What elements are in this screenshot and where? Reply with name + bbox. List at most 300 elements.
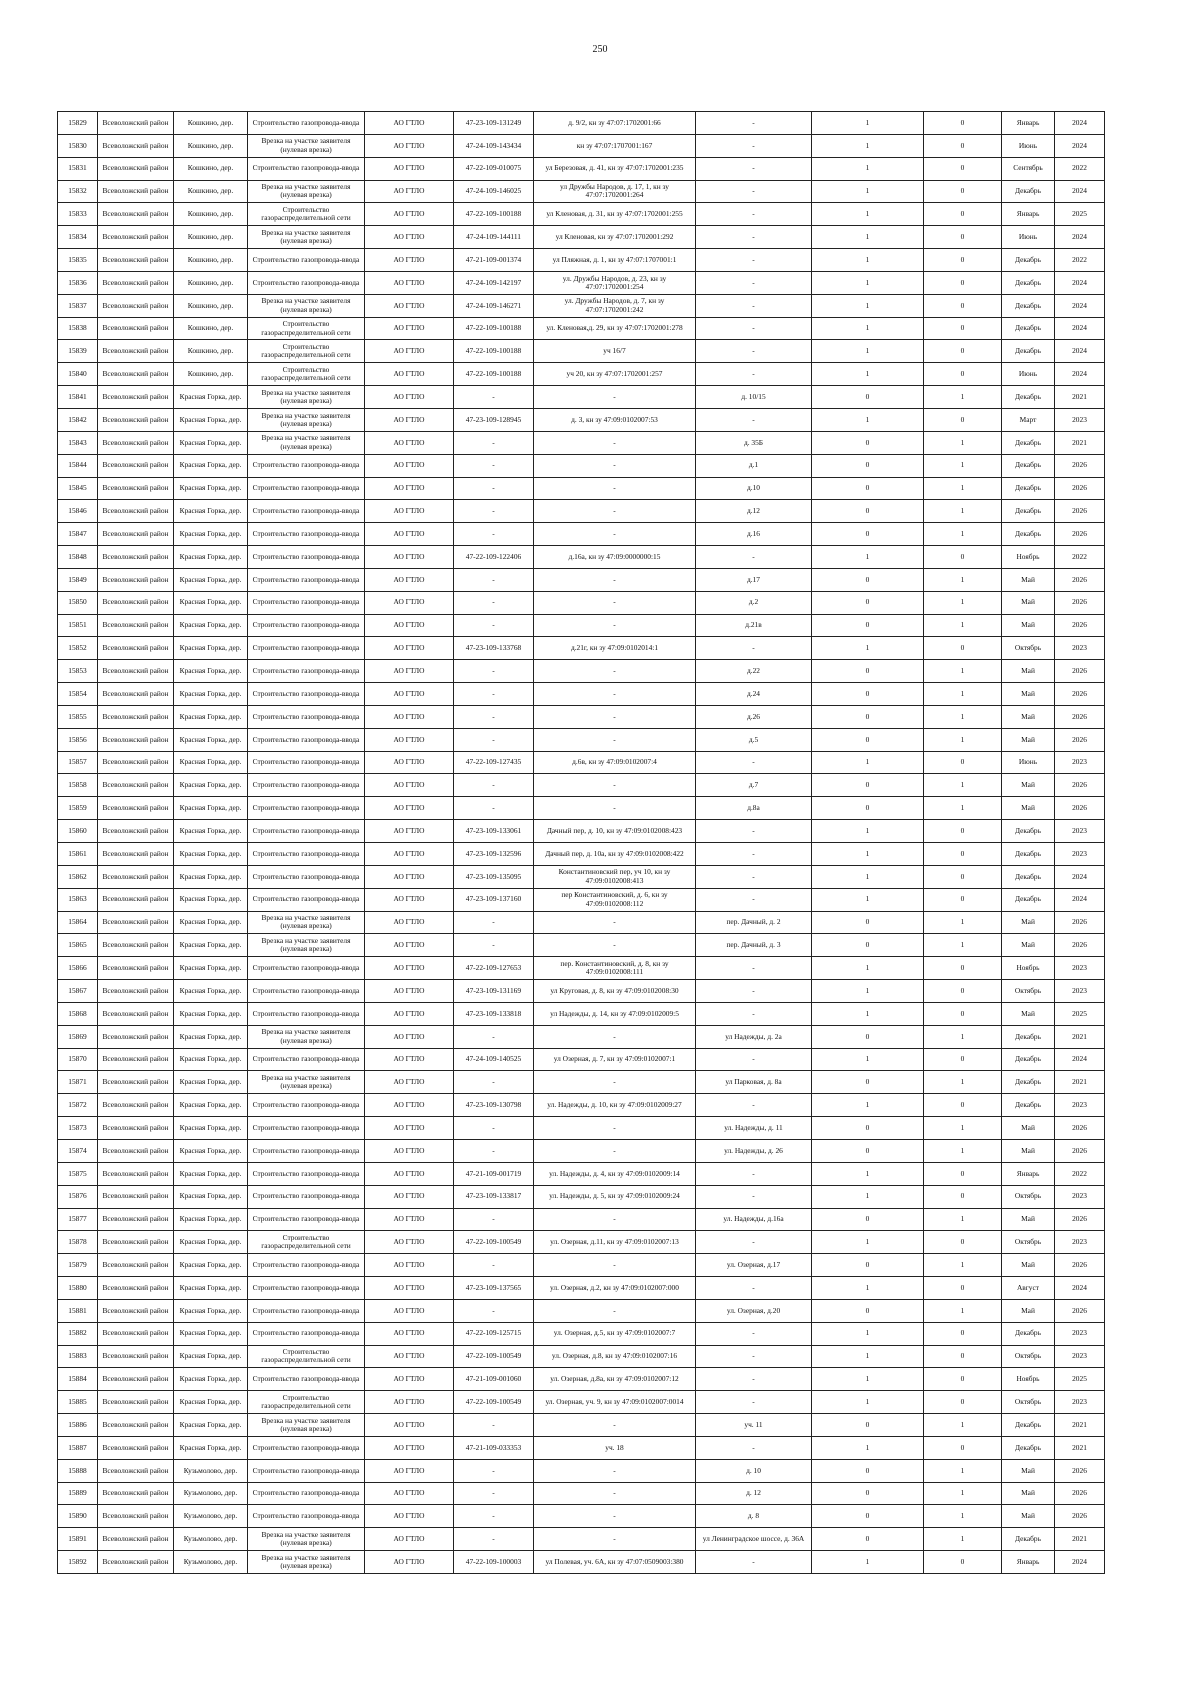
table-row — [58, 1482, 1105, 1505]
cell-year: 2023 — [1055, 980, 1105, 1003]
cell-year: 2024 — [1055, 112, 1105, 135]
cell-month: Май — [1002, 1208, 1055, 1231]
cell-work-type: Строительство газораспределительной сети — [248, 363, 365, 386]
cell-settlement: Кошкино, дер. — [174, 157, 248, 180]
cell-cadastral-address: ул Дружбы Народов, д. 17, 1, кн зу 47:07:1702001:264 — [534, 180, 696, 203]
cell-address: - — [696, 637, 812, 660]
cell-row-number: 15836 — [58, 271, 98, 294]
cell-month: Декабрь — [1002, 1436, 1055, 1459]
cell-month: Декабрь — [1002, 294, 1055, 317]
cell-cadastral-address: уч. 18 — [534, 1436, 696, 1459]
cell-count-b: 0 — [924, 980, 1002, 1003]
cell-district: Всеволожский район — [98, 774, 174, 797]
cell-cadastral-address: - — [534, 1208, 696, 1231]
cell-cadastral-address: д.21г, кн зу 47:09:0102014:1 — [534, 637, 696, 660]
cell-year: 2024 — [1055, 1277, 1105, 1300]
cell-count-a: 0 — [812, 386, 924, 409]
cell-cadastral-address: - — [534, 454, 696, 477]
cell-district: Всеволожский район — [98, 1071, 174, 1094]
cell-settlement: Кошкино, дер. — [174, 134, 248, 157]
cell-settlement: Красная Горка, дер. — [174, 1094, 248, 1117]
cell-year: 2026 — [1055, 774, 1105, 797]
cell-month: Октябрь — [1002, 637, 1055, 660]
table-row — [58, 705, 1105, 728]
cell-settlement: Красная Горка, дер. — [174, 728, 248, 751]
cell-application-number: 47-22-109-010075 — [454, 157, 534, 180]
cell-cadastral-address: - — [534, 774, 696, 797]
cell-year: 2024 — [1055, 226, 1105, 249]
cell-district: Всеволожский район — [98, 340, 174, 363]
table-row — [58, 523, 1105, 546]
cell-month: Май — [1002, 774, 1055, 797]
cell-district: Всеволожский район — [98, 705, 174, 728]
cell-organization: АО ГТЛО — [365, 683, 454, 706]
table-row — [58, 637, 1105, 660]
cell-count-a: 1 — [812, 1345, 924, 1368]
cell-count-b: 0 — [924, 1345, 1002, 1368]
cell-count-b: 1 — [924, 568, 1002, 591]
cell-settlement: Кошкино, дер. — [174, 271, 248, 294]
cell-count-a: 1 — [812, 112, 924, 135]
cell-row-number: 15885 — [58, 1391, 98, 1414]
cell-application-number: - — [454, 523, 534, 546]
cell-count-a: 1 — [812, 226, 924, 249]
cell-count-b: 0 — [924, 1322, 1002, 1345]
cell-count-a: 1 — [812, 751, 924, 774]
cell-organization: АО ГТЛО — [365, 728, 454, 751]
cell-month: Май — [1002, 1139, 1055, 1162]
cell-work-type: Строительство газопровода-ввода — [248, 1254, 365, 1277]
cell-row-number: 15861 — [58, 843, 98, 866]
cell-row-number: 15867 — [58, 980, 98, 1003]
cell-month: Январь — [1002, 203, 1055, 226]
cell-row-number: 15870 — [58, 1048, 98, 1071]
cell-month: Май — [1002, 797, 1055, 820]
cell-application-number: - — [454, 568, 534, 591]
cell-work-type: Строительство газораспределительной сети — [248, 317, 365, 340]
cell-cadastral-address: - — [534, 568, 696, 591]
cell-row-number: 15833 — [58, 203, 98, 226]
cell-settlement: Красная Горка, дер. — [174, 1208, 248, 1231]
table-row — [58, 934, 1105, 957]
cell-row-number: 15851 — [58, 614, 98, 637]
cell-cadastral-address: д. 9/2, кн зу 47:07:1702001:66 — [534, 112, 696, 135]
cell-count-b: 0 — [924, 317, 1002, 340]
cell-cadastral-address: - — [534, 591, 696, 614]
cell-application-number: 47-23-109-131249 — [454, 112, 534, 135]
cell-application-number: - — [454, 431, 534, 454]
cell-address: - — [696, 865, 812, 888]
table-row — [58, 294, 1105, 317]
cell-application-number: 47-24-109-144111 — [454, 226, 534, 249]
cell-count-a: 0 — [812, 1414, 924, 1437]
cell-count-a: 0 — [812, 774, 924, 797]
cell-organization: АО ГТЛО — [365, 1094, 454, 1117]
cell-count-b: 1 — [924, 1208, 1002, 1231]
table-row — [58, 614, 1105, 637]
cell-district: Всеволожский район — [98, 1231, 174, 1254]
cell-work-type: Строительство газопровода-ввода — [248, 1208, 365, 1231]
cell-application-number: 47-23-109-137565 — [454, 1277, 534, 1300]
cell-row-number: 15843 — [58, 431, 98, 454]
cell-cadastral-address: ул Кленовая, кн зу 47:07:1702001:292 — [534, 226, 696, 249]
cell-work-type: Врезка на участке заявителя (нулевая врезка) — [248, 1551, 365, 1574]
cell-district: Всеволожский район — [98, 1208, 174, 1231]
cell-year: 2024 — [1055, 1551, 1105, 1574]
table-row — [58, 477, 1105, 500]
cell-settlement: Красная Горка, дер. — [174, 705, 248, 728]
cell-settlement: Красная Горка, дер. — [174, 431, 248, 454]
cell-count-b: 0 — [924, 226, 1002, 249]
cell-work-type: Врезка на участке заявителя (нулевая врезка) — [248, 294, 365, 317]
cell-address: - — [696, 112, 812, 135]
cell-count-b: 1 — [924, 431, 1002, 454]
cell-address: д. 10 — [696, 1459, 812, 1482]
cell-organization: АО ГТЛО — [365, 797, 454, 820]
cell-address: - — [696, 888, 812, 911]
cell-organization: АО ГТЛО — [365, 1459, 454, 1482]
cell-year: 2024 — [1055, 888, 1105, 911]
cell-count-a: 0 — [812, 1299, 924, 1322]
cell-address: д.7 — [696, 774, 812, 797]
cell-address: д. 12 — [696, 1482, 812, 1505]
cell-count-b: 0 — [924, 546, 1002, 569]
cell-settlement: Красная Горка, дер. — [174, 957, 248, 980]
cell-row-number: 15830 — [58, 134, 98, 157]
cell-cadastral-address: ул. Дружбы Народов, д. 7, кн зу 47:07:1702001:242 — [534, 294, 696, 317]
cell-row-number: 15873 — [58, 1117, 98, 1140]
cell-organization: АО ГТЛО — [365, 249, 454, 272]
cell-year: 2025 — [1055, 203, 1105, 226]
cell-district: Всеволожский район — [98, 454, 174, 477]
cell-application-number: - — [454, 705, 534, 728]
cell-year: 2023 — [1055, 637, 1105, 660]
cell-address: пер. Дачный, д. 3 — [696, 934, 812, 957]
cell-count-a: 1 — [812, 843, 924, 866]
cell-organization: АО ГТЛО — [365, 294, 454, 317]
table-row — [58, 820, 1105, 843]
cell-application-number: - — [454, 797, 534, 820]
cell-application-number: 47-24-109-140525 — [454, 1048, 534, 1071]
cell-address: д.10 — [696, 477, 812, 500]
cell-count-b: 1 — [924, 500, 1002, 523]
cell-cadastral-address: ул. Озерная, д.8, кн зу 47:09:0102007:16 — [534, 1345, 696, 1368]
cell-district: Всеволожский район — [98, 157, 174, 180]
cell-month: Декабрь — [1002, 477, 1055, 500]
cell-year: 2026 — [1055, 1505, 1105, 1528]
cell-count-a: 0 — [812, 1025, 924, 1048]
cell-organization: АО ГТЛО — [365, 363, 454, 386]
cell-address: - — [696, 1162, 812, 1185]
cell-organization: АО ГТЛО — [365, 454, 454, 477]
cell-month: Декабрь — [1002, 271, 1055, 294]
cell-settlement: Красная Горка, дер. — [174, 500, 248, 523]
cell-cadastral-address: - — [534, 728, 696, 751]
cell-district: Всеволожский район — [98, 591, 174, 614]
cell-application-number: 47-21-109-001060 — [454, 1368, 534, 1391]
cell-month: Октябрь — [1002, 1345, 1055, 1368]
cell-district: Всеволожский район — [98, 1436, 174, 1459]
cell-cadastral-address: д.6в, кн зу 47:09:0102007:4 — [534, 751, 696, 774]
cell-row-number: 15888 — [58, 1459, 98, 1482]
cell-year: 2023 — [1055, 957, 1105, 980]
cell-work-type: Строительство газопровода-ввода — [248, 797, 365, 820]
table-row — [58, 203, 1105, 226]
cell-district: Всеволожский район — [98, 637, 174, 660]
cell-work-type: Строительство газопровода-ввода — [248, 271, 365, 294]
cell-work-type: Строительство газопровода-ввода — [248, 112, 365, 135]
cell-district: Всеволожский район — [98, 134, 174, 157]
cell-application-number: 47-21-109-033353 — [454, 1436, 534, 1459]
cell-count-b: 1 — [924, 797, 1002, 820]
cell-cadastral-address: ул. Надежды, д. 5, кн зу 47:09:0102009:24 — [534, 1185, 696, 1208]
cell-year: 2026 — [1055, 660, 1105, 683]
cell-year: 2024 — [1055, 294, 1105, 317]
cell-row-number: 15886 — [58, 1414, 98, 1437]
cell-count-b: 1 — [924, 1025, 1002, 1048]
cell-count-b: 1 — [924, 1299, 1002, 1322]
cell-month: Май — [1002, 728, 1055, 751]
cell-settlement: Кошкино, дер. — [174, 226, 248, 249]
cell-count-b: 1 — [924, 523, 1002, 546]
cell-address: ул. Озерная, д.20 — [696, 1299, 812, 1322]
cell-application-number: 47-24-109-143434 — [454, 134, 534, 157]
cell-settlement: Красная Горка, дер. — [174, 1277, 248, 1300]
cell-district: Всеволожский район — [98, 1117, 174, 1140]
cell-settlement: Красная Горка, дер. — [174, 454, 248, 477]
cell-settlement: Кузьмолово, дер. — [174, 1528, 248, 1551]
cell-count-a: 0 — [812, 1208, 924, 1231]
cell-year: 2022 — [1055, 157, 1105, 180]
cell-month: Ноябрь — [1002, 546, 1055, 569]
cell-month: Декабрь — [1002, 500, 1055, 523]
cell-address: ул Ленинградское шоссе, д. 36А — [696, 1528, 812, 1551]
cell-application-number: - — [454, 386, 534, 409]
cell-settlement: Красная Горка, дер. — [174, 1322, 248, 1345]
table-row — [58, 1436, 1105, 1459]
cell-work-type: Строительство газопровода-ввода — [248, 1299, 365, 1322]
cell-row-number: 15872 — [58, 1094, 98, 1117]
table-row — [58, 774, 1105, 797]
cell-cadastral-address: ул Полевая, уч. 6А, кн зу 47:07:0509003:380 — [534, 1551, 696, 1574]
cell-settlement: Красная Горка, дер. — [174, 797, 248, 820]
cell-row-number: 15890 — [58, 1505, 98, 1528]
cell-application-number: - — [454, 1459, 534, 1482]
cell-count-a: 1 — [812, 1551, 924, 1574]
table-row — [58, 1528, 1105, 1551]
table-row — [58, 1277, 1105, 1300]
cell-district: Всеволожский район — [98, 1002, 174, 1025]
cell-year: 2026 — [1055, 683, 1105, 706]
cell-count-a: 0 — [812, 683, 924, 706]
cell-cadastral-address: - — [534, 934, 696, 957]
cell-count-a: 0 — [812, 1139, 924, 1162]
cell-year: 2024 — [1055, 1048, 1105, 1071]
cell-address: - — [696, 157, 812, 180]
cell-application-number: 47-22-109-100188 — [454, 203, 534, 226]
cell-year: 2026 — [1055, 1482, 1105, 1505]
cell-district: Всеволожский район — [98, 431, 174, 454]
cell-count-b: 1 — [924, 1482, 1002, 1505]
cell-count-a: 0 — [812, 1071, 924, 1094]
cell-cadastral-address: - — [534, 1025, 696, 1048]
cell-cadastral-address: - — [534, 1254, 696, 1277]
cell-district: Всеволожский район — [98, 112, 174, 135]
cell-month: Декабрь — [1002, 340, 1055, 363]
cell-address: д.24 — [696, 683, 812, 706]
cell-year: 2026 — [1055, 728, 1105, 751]
cell-address: - — [696, 134, 812, 157]
cell-cadastral-address: Константиновский пер, уч 10, кн зу 47:09:0102008:413 — [534, 865, 696, 888]
table-row — [58, 317, 1105, 340]
cell-settlement: Красная Горка, дер. — [174, 751, 248, 774]
cell-cadastral-address: ул Круговая, д. 8, кн зу 47:09:0102008:30 — [534, 980, 696, 1003]
cell-row-number: 15871 — [58, 1071, 98, 1094]
cell-count-a: 0 — [812, 1528, 924, 1551]
cell-district: Всеволожский район — [98, 500, 174, 523]
cell-district: Всеволожский район — [98, 1299, 174, 1322]
cell-count-a: 1 — [812, 340, 924, 363]
cell-district: Всеволожский район — [98, 1048, 174, 1071]
cell-address: - — [696, 249, 812, 272]
cell-row-number: 15845 — [58, 477, 98, 500]
cell-settlement: Красная Горка, дер. — [174, 774, 248, 797]
cell-count-a: 0 — [812, 1459, 924, 1482]
cell-year: 2024 — [1055, 134, 1105, 157]
cell-settlement: Красная Горка, дер. — [174, 546, 248, 569]
cell-settlement: Кошкино, дер. — [174, 249, 248, 272]
cell-application-number: 47-23-109-133061 — [454, 820, 534, 843]
cell-count-a: 1 — [812, 1185, 924, 1208]
cell-organization: АО ГТЛО — [365, 820, 454, 843]
cell-cadastral-address: ул. Озерная, уч. 9, кн зу 47:09:0102007:0014 — [534, 1391, 696, 1414]
cell-settlement: Красная Горка, дер. — [174, 1185, 248, 1208]
cell-organization: АО ГТЛО — [365, 1528, 454, 1551]
cell-work-type: Строительство газопровода-ввода — [248, 705, 365, 728]
cell-cadastral-address: ул Кленовая, д. 31, кн зу 47:07:1702001:255 — [534, 203, 696, 226]
cell-row-number: 15881 — [58, 1299, 98, 1322]
cell-count-b: 0 — [924, 1094, 1002, 1117]
cell-count-b: 0 — [924, 363, 1002, 386]
cell-count-a: 1 — [812, 271, 924, 294]
cell-organization: АО ГТЛО — [365, 271, 454, 294]
cell-address: - — [696, 546, 812, 569]
table-row — [58, 1299, 1105, 1322]
cell-count-b: 1 — [924, 911, 1002, 934]
cell-month: Май — [1002, 1254, 1055, 1277]
cell-address: ул. Надежды, д.16а — [696, 1208, 812, 1231]
cell-district: Всеволожский район — [98, 1414, 174, 1437]
cell-year: 2023 — [1055, 1231, 1105, 1254]
cell-row-number: 15877 — [58, 1208, 98, 1231]
cell-organization: АО ГТЛО — [365, 1071, 454, 1094]
cell-year: 2026 — [1055, 591, 1105, 614]
cell-row-number: 15844 — [58, 454, 98, 477]
cell-count-a: 0 — [812, 1505, 924, 1528]
cell-settlement: Кошкино, дер. — [174, 203, 248, 226]
cell-cadastral-address: пер. Константиновский, д. 8, кн зу 47:09:0102008:111 — [534, 957, 696, 980]
cell-cadastral-address: уч 20, кн зу 47:07:1702001:257 — [534, 363, 696, 386]
cell-district: Всеволожский район — [98, 1322, 174, 1345]
cell-application-number: - — [454, 1071, 534, 1094]
cell-cadastral-address: - — [534, 1459, 696, 1482]
cell-count-a: 1 — [812, 1436, 924, 1459]
table-row — [58, 1208, 1105, 1231]
cell-organization: АО ГТЛО — [365, 1436, 454, 1459]
cell-month: Декабрь — [1002, 317, 1055, 340]
cell-row-number: 15849 — [58, 568, 98, 591]
cell-month: Декабрь — [1002, 1414, 1055, 1437]
cell-cadastral-address: - — [534, 431, 696, 454]
cell-address: - — [696, 226, 812, 249]
cell-address: д.22 — [696, 660, 812, 683]
cell-month: Октябрь — [1002, 1185, 1055, 1208]
cell-cadastral-address: ул. Надежды, д. 4, кн зу 47:09:0102009:14 — [534, 1162, 696, 1185]
cell-count-b: 0 — [924, 249, 1002, 272]
cell-address: - — [696, 317, 812, 340]
cell-address: - — [696, 1322, 812, 1345]
cell-organization: АО ГТЛО — [365, 203, 454, 226]
cell-row-number: 15879 — [58, 1254, 98, 1277]
cell-month: Январь — [1002, 1551, 1055, 1574]
cell-settlement: Кошкино, дер. — [174, 317, 248, 340]
cell-application-number: 47-23-109-132596 — [454, 843, 534, 866]
cell-work-type: Врезка на участке заявителя (нулевая врезка) — [248, 431, 365, 454]
cell-work-type: Строительство газопровода-ввода — [248, 523, 365, 546]
cell-month: Май — [1002, 705, 1055, 728]
cell-address: - — [696, 1231, 812, 1254]
cell-cadastral-address: - — [534, 1414, 696, 1437]
cell-application-number: 47-22-109-100549 — [454, 1345, 534, 1368]
cell-organization: АО ГТЛО — [365, 340, 454, 363]
cell-district: Всеволожский район — [98, 546, 174, 569]
cell-count-b: 0 — [924, 1231, 1002, 1254]
cell-organization: АО ГТЛО — [365, 546, 454, 569]
cell-cadastral-address: - — [534, 500, 696, 523]
cell-count-a: 0 — [812, 1482, 924, 1505]
cell-year: 2024 — [1055, 865, 1105, 888]
cell-count-b: 1 — [924, 1254, 1002, 1277]
cell-application-number: - — [454, 454, 534, 477]
cell-count-a: 1 — [812, 363, 924, 386]
cell-year: 2023 — [1055, 1345, 1105, 1368]
cell-year: 2022 — [1055, 546, 1105, 569]
cell-settlement: Кошкино, дер. — [174, 363, 248, 386]
cell-month: Декабрь — [1002, 431, 1055, 454]
cell-district: Всеволожский район — [98, 1528, 174, 1551]
cell-year: 2021 — [1055, 1071, 1105, 1094]
cell-year: 2026 — [1055, 1208, 1105, 1231]
cell-year: 2026 — [1055, 705, 1105, 728]
table-row — [58, 1391, 1105, 1414]
cell-district: Всеволожский район — [98, 180, 174, 203]
cell-work-type: Строительство газопровода-ввода — [248, 637, 365, 660]
cell-organization: АО ГТЛО — [365, 957, 454, 980]
cell-month: Декабрь — [1002, 1094, 1055, 1117]
cell-address: д.12 — [696, 500, 812, 523]
cell-settlement: Красная Горка, дер. — [174, 843, 248, 866]
cell-work-type: Строительство газопровода-ввода — [248, 1505, 365, 1528]
table-row — [58, 1459, 1105, 1482]
cell-count-a: 1 — [812, 1094, 924, 1117]
cell-organization: АО ГТЛО — [365, 888, 454, 911]
cell-district: Всеволожский район — [98, 1025, 174, 1048]
cell-district: Всеволожский район — [98, 1254, 174, 1277]
table-row — [58, 1551, 1105, 1574]
cell-address: - — [696, 271, 812, 294]
cell-work-type: Строительство газопровода-ввода — [248, 888, 365, 911]
cell-district: Всеволожский район — [98, 294, 174, 317]
